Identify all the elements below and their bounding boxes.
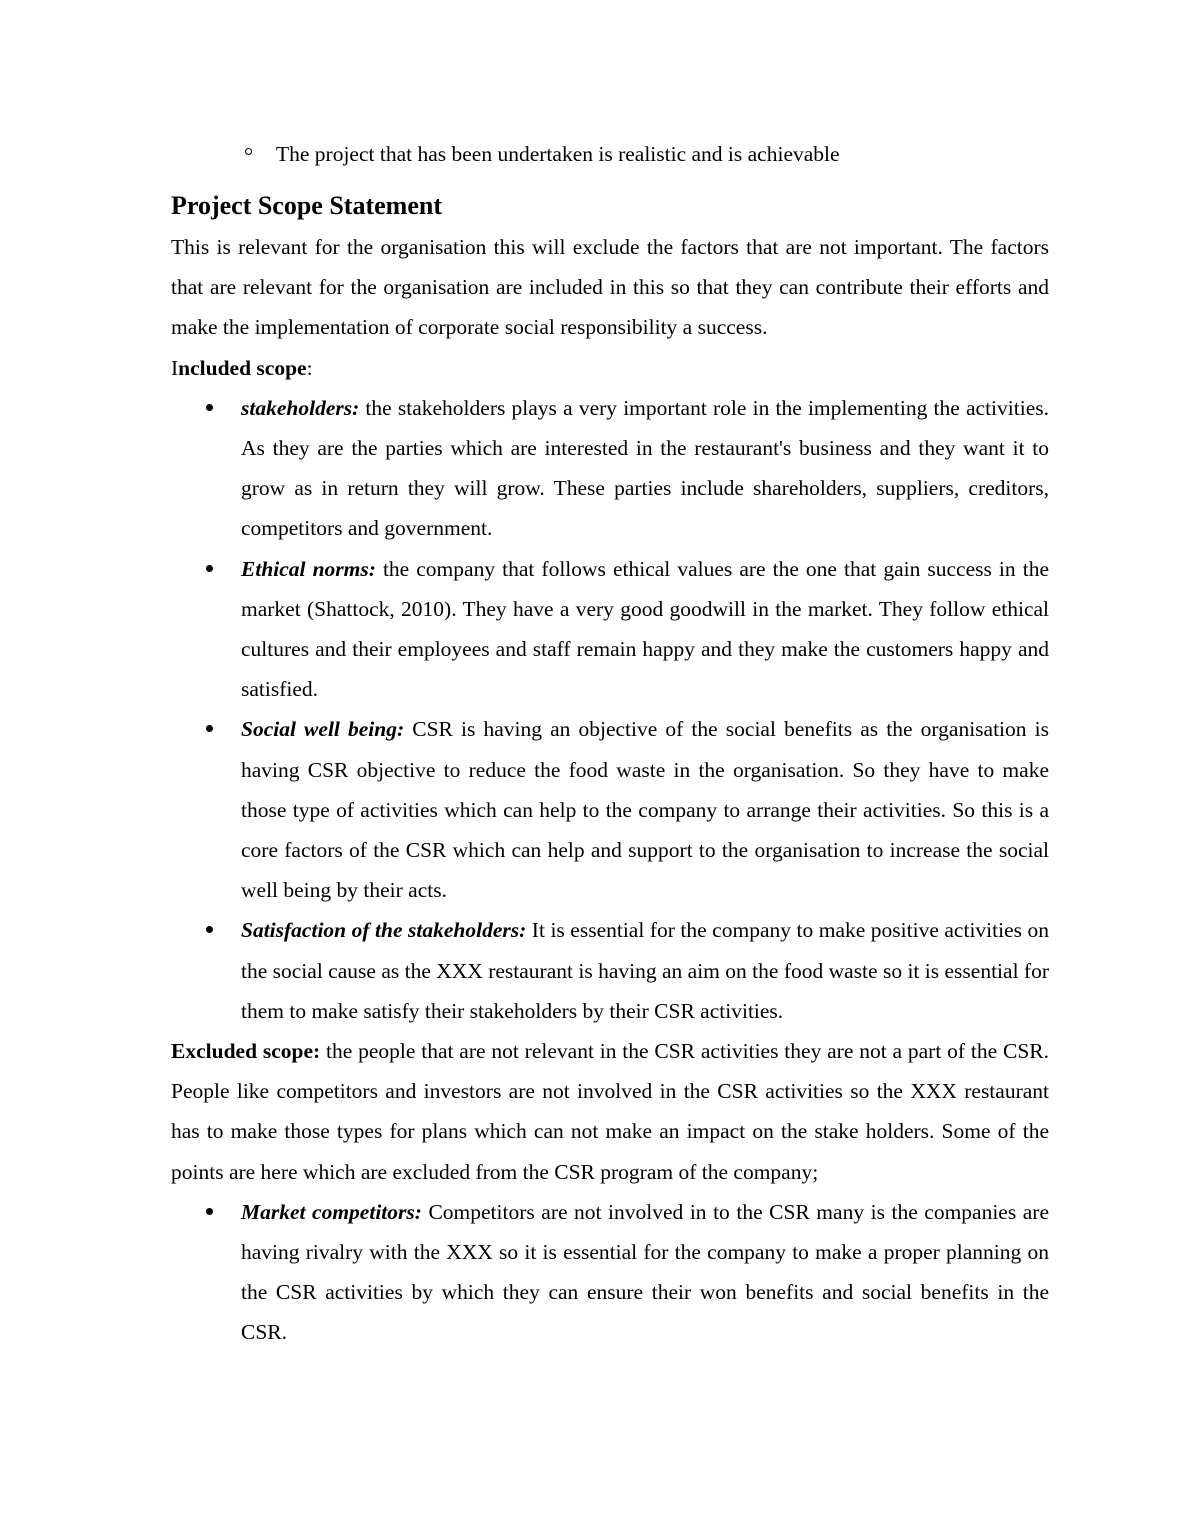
list-item [241,388,1049,549]
excluded-scope-label: Excluded scope: [171,1039,321,1064]
list-item [241,910,1049,1031]
list-item-term: Social well being: [241,717,405,742]
hollow-bullet-icon [245,148,252,155]
bullet-icon [206,565,213,572]
excluded-scope-text: the people that are not relevant in the CSR activities they are not a part of the CSR. People like competitors and investors are not involved in the CSR activities so the XXX restaurant has to make those types for plans which can not make an impact on the stake holders. Some of the points are here which are excluded from the CSR program of the company; [171,1039,1049,1184]
bullet-icon [206,1208,213,1215]
list-item-text: It is essential for the company to make positive activities on the social cause as the XXX restaurant is having an aim on the food waste so it is essential for them to make satisfy their stakeholders by their CSR activities. [241,918,1050,1023]
list-item-text: the stakeholders plays a very important role in the implementing the activities. As they are the parties which are interested in the restaurant's business and they want it to grow as in return they will grow. These parties include shareholders, suppliers, creditors, competitors and government. [241,395,1049,541]
sub-list-item [276,136,1049,172]
document-page [171,136,1049,1353]
list-item-term: Ethical norms: [241,556,376,581]
list-item-text: Competitors are not involved in to the CSR many is the companies are having rivalry with the XXX so it is essential for the company to make a proper planning on the CSR activities by which they can ensure their won benefits and social benefits in the CSR. [241,1199,1049,1345]
excluded-scope-paragraph [171,1031,1049,1192]
bullet-icon [206,926,213,933]
list-item-term: Satisfaction of the stakeholders: [241,918,527,943]
bullet-icon [206,404,213,411]
list-item [241,709,1049,910]
included-scope-list [171,388,1049,1031]
bullet-icon [206,725,213,732]
list-item-term: stakeholders: [241,395,360,420]
list-item-text: the company that follows ethical values are the one that gain success in the market (Shattock, 2010). They have a very good goodwill in the market. They follow ethical cultures and their employees and staff remain happy and they make the customers happy and satisfied. [241,556,1049,702]
section-heading: Project Scope Statement [171,191,442,220]
section-intro-paragraph: This is relevant for the organisation this will exclude the factors that are not important. The factors that are relevant for the organisation are included in this so that they can contribute their efforts and make the implementation of corporate social responsibility a success. [171,235,1049,340]
list-item-text: CSR is having an objective of the social benefits as the organisation is having CSR objective to reduce the food waste in the organisation. So they have to make those type of activities which can help to the company to arrange their activities. So this is a core factors of the CSR which can help and support to the organisation to increase the social well being by their acts. [241,717,1049,903]
list-item [241,549,1049,710]
list-item-term: Market competitors: [241,1199,422,1224]
sub-list-item-text: The project that has been undertaken is realistic and is achievable [276,142,840,166]
included-scope-label: Included scope: [171,355,313,380]
excluded-scope-list [171,1192,1049,1353]
list-item [241,1192,1049,1353]
